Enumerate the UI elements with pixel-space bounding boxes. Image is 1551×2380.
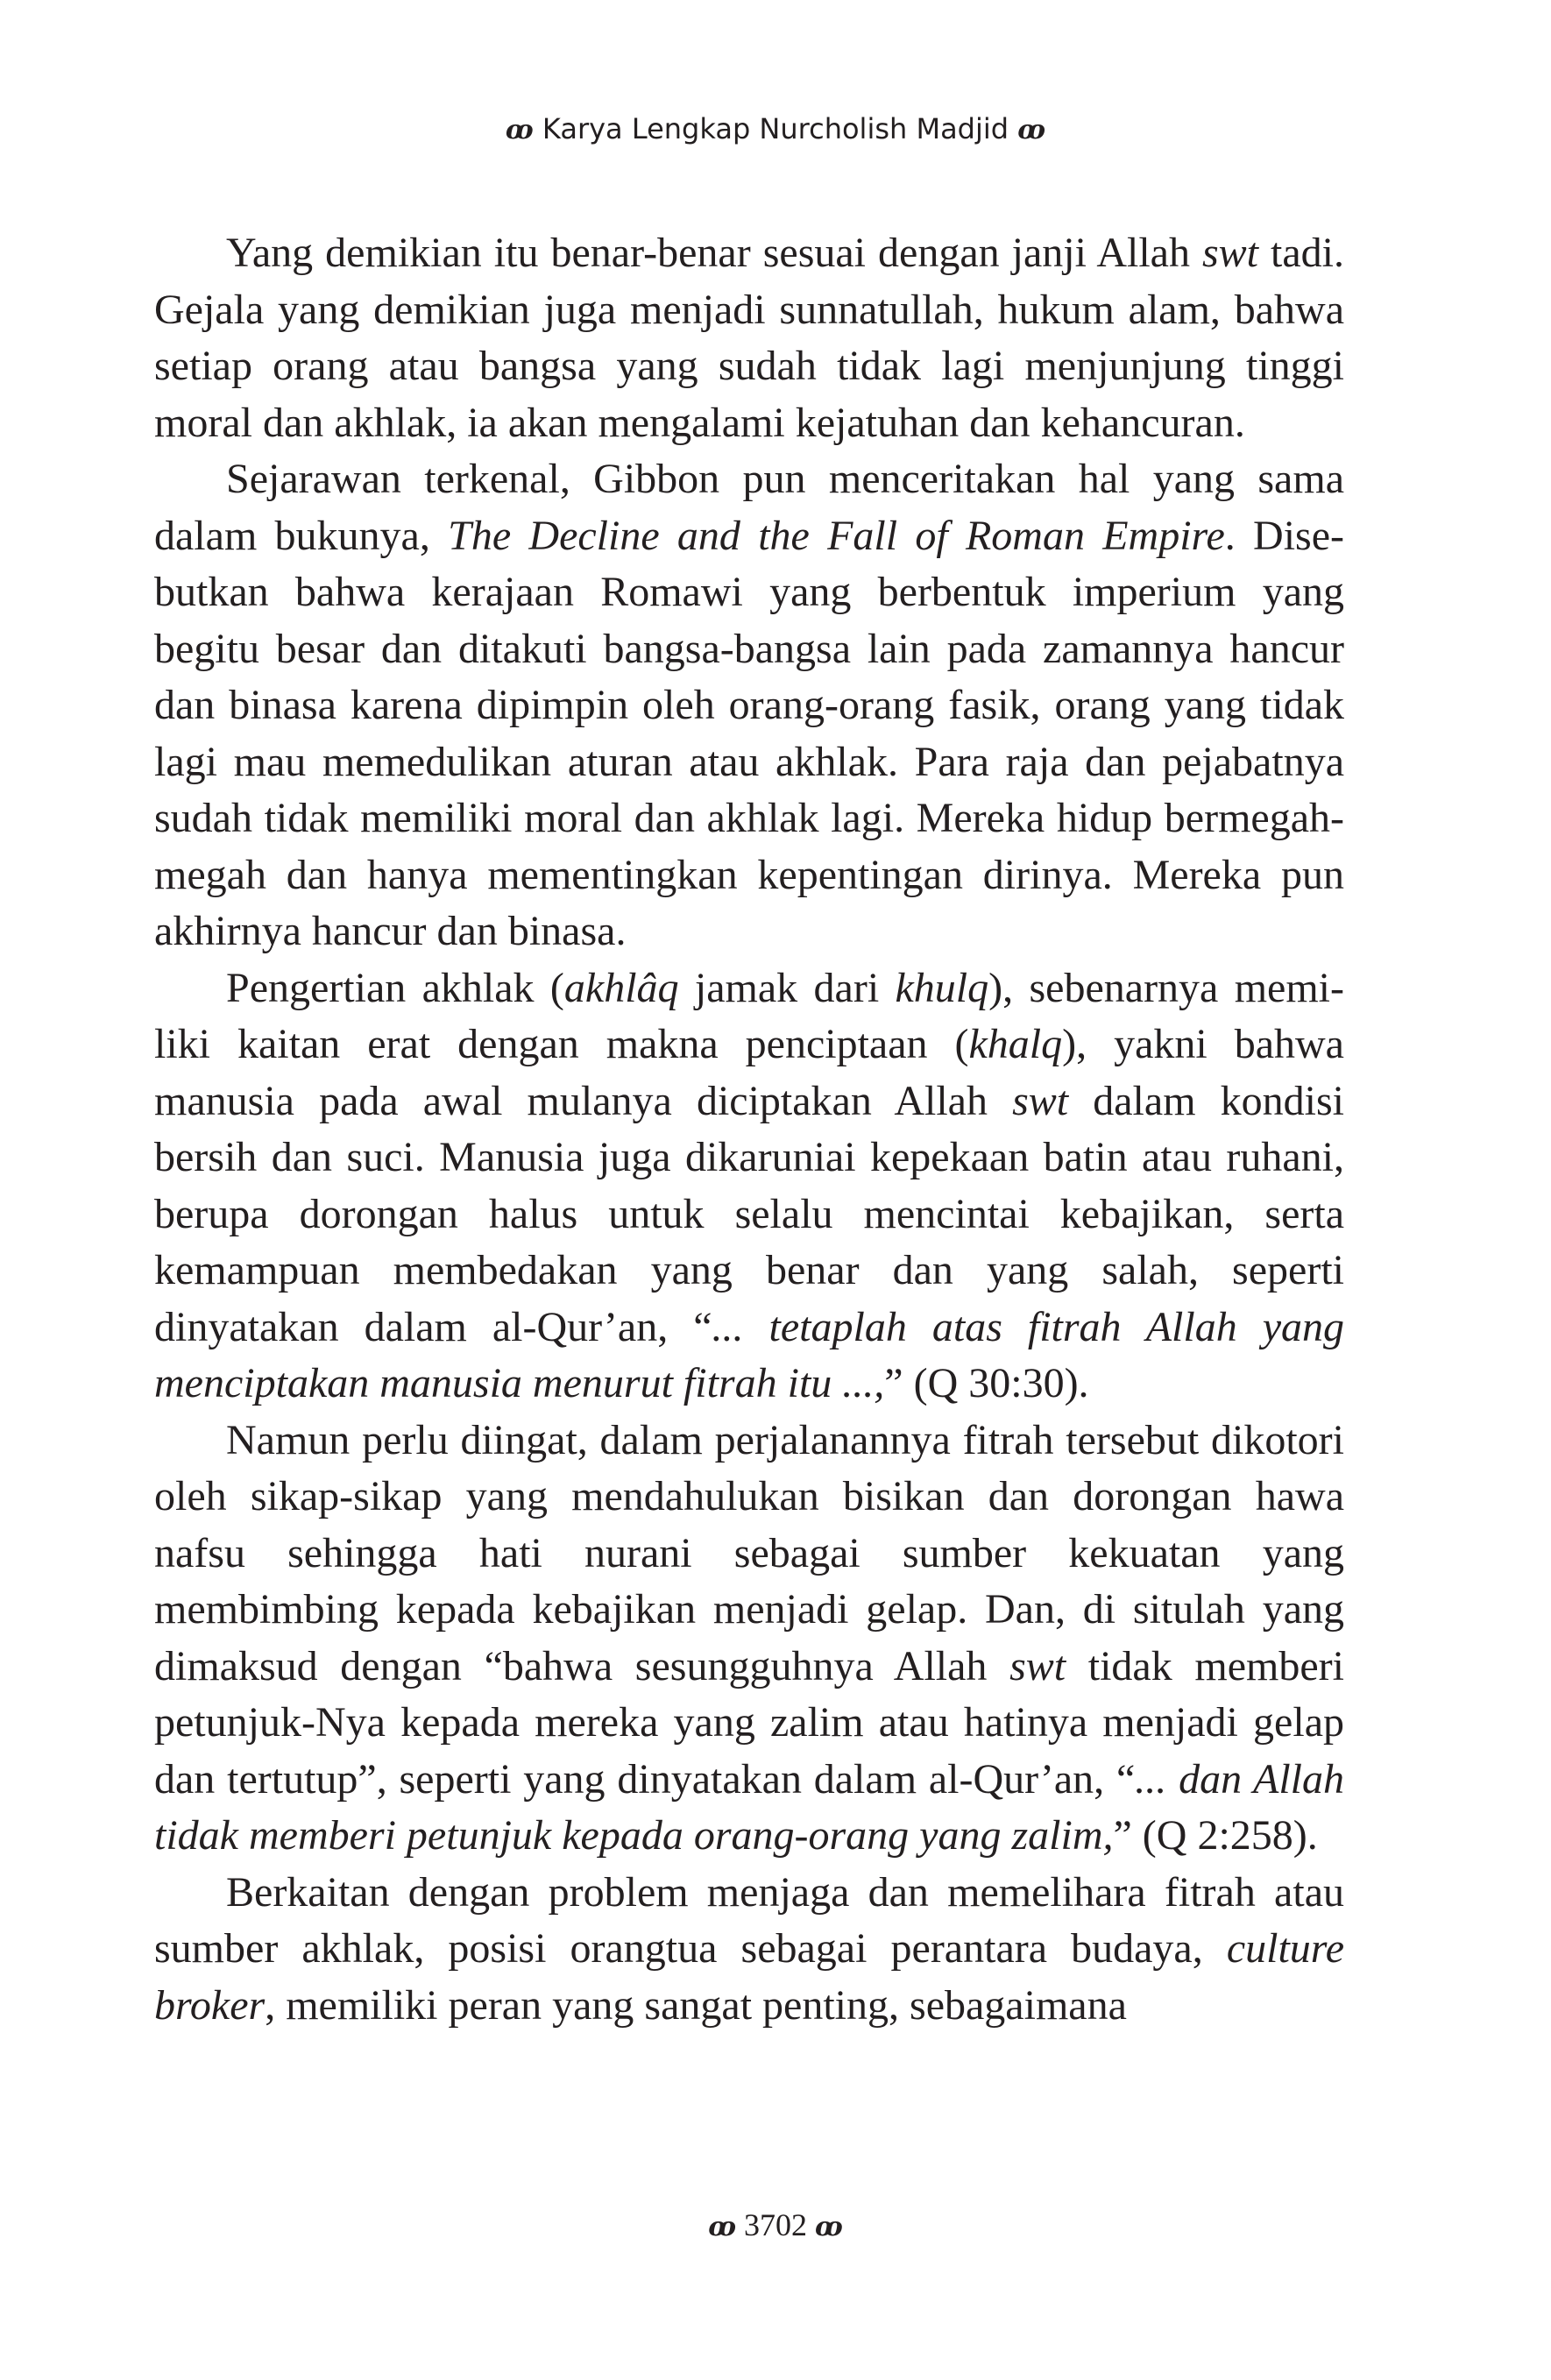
text-run: ), yakni bahwa manusia pada awal mulanya diciptakan Allah [154, 1021, 1344, 1124]
ornament-left-icon: ꝏ [505, 115, 534, 145]
page-footer [0, 2206, 1551, 2243]
italic-text: swt [1009, 1642, 1066, 1689]
text-run: ” (Q 2:258). [1113, 1812, 1318, 1859]
italic-text: khulq [895, 964, 989, 1011]
text-run: Berkaitan dengan problem menjaga dan memelihara fitrah atau sumber akhlak, posisi orangtua sebagai perantara budaya, [154, 1868, 1344, 1972]
text-run: ), sebenarnya memiliki kaitan erat dengan makna penciptaan ( [154, 964, 1345, 1067]
italic-text: akhlâq [563, 964, 679, 1011]
italic-text: swt [1012, 1077, 1069, 1124]
paragraph-4 [154, 1413, 1344, 1865]
paragraph-1 [154, 225, 1344, 451]
page-number: 3702 [744, 2207, 807, 2242]
running-header [0, 112, 1551, 145]
footer-ornament-left-icon: ꝏ [708, 2212, 736, 2242]
italic-text: The Decline and the Fall of Roman Empire [448, 512, 1225, 559]
text-run: dalam kondisi bersih dan suci. Manusia juga dikaruniai kepekaan batin atau ruhani, berupa dorongan halus untuk selalu mencintai kebajikan, serta kemampuan membedakan yang benar dan yang salah, seperti dinyatakan dalam al-Qur’an, “ [154, 1077, 1344, 1350]
text-run: , memiliki peran yang sangat penting, sebagaimana [265, 1981, 1127, 2029]
paragraph-3 [154, 960, 1344, 1413]
paragraph-2 [154, 451, 1344, 960]
text-run: Sejarawan terkenal, Gibbon pun menceritakan hal yang sama dalam bukunya, [154, 456, 1344, 559]
running-header-title: Karya Lengkap Nurcholish Madjid [542, 112, 1009, 145]
text-run: tadi. Gejala yang demikian juga menjadi sunnatullah, hukum alam, bahwa setiap orang atau bangsa yang sudah tidak lagi menjunjung tinggi moral dan akhlak, ia akan mengalami kejatuhan dan kehancuran. [154, 230, 1344, 446]
text-run: tidak memberi petunjuk-Nya kepada mereka yang zalim atau hatinya menjadi gelap dan tertutup”, seperti yang dinyatakan dalam al-Qur’an, “ [154, 1642, 1344, 1803]
italic-text: culture broker [154, 1925, 1344, 2029]
text-run: ” (Q 30:30). [884, 1360, 1089, 1406]
italic-text: khalq [968, 1021, 1063, 1067]
text-run: jamak dari [678, 964, 896, 1011]
italic-text: ... tetaplah atas fitrah Allah yang menciptakan manusia menurut fitrah itu ..., [154, 1303, 1344, 1406]
italic-text: ... dan Allah tidak memberi petunjuk kepada orang-orang yang zalim, [154, 1755, 1345, 1859]
italic-text: swt [1201, 230, 1258, 276]
ornament-right-icon: ꝏ [1017, 115, 1046, 145]
text-run: Namun perlu diingat, dalam perjalanannya fitrah tersebut dikotori oleh sikap-sikap yang mendahulukan bisikan dan dorongan hawa nafsu sehingga hati nurani sebagai sumber kekuatan yang membimbing kepada kebajikan menjadi gelap. Dan, di situlah yang dimaksud dengan “bahwa sesungguhnya Allah [154, 1416, 1344, 1689]
text-run: Pengertian akhlak ( [226, 964, 564, 1011]
paragraph-5 [154, 1865, 1344, 2035]
text-run: . Disebutkan bahwa kerajaan Romawi yang berbentuk imperium yang begitu besar dan ditakuti bangsa-bangsa lain pada zamannya hancur dan binasa karena dipimpin oleh orang-orang fasik, orang yang tidak lagi mau memedulikan aturan atau akhlak. Para raja dan pejabatnya sudah tidak memiliki moral dan akhlak lagi. Mereka hidup bermegah-megah dan hanya mementingkan kepentingan dirinya. Mereka pun akhirnya hancur dan binasa. [154, 512, 1345, 954]
body-text [154, 225, 1344, 2034]
footer-ornament-right-icon: ꝏ [815, 2212, 843, 2242]
text-run: Yang demikian itu benar-benar sesuai dengan janji Allah [226, 230, 1202, 276]
